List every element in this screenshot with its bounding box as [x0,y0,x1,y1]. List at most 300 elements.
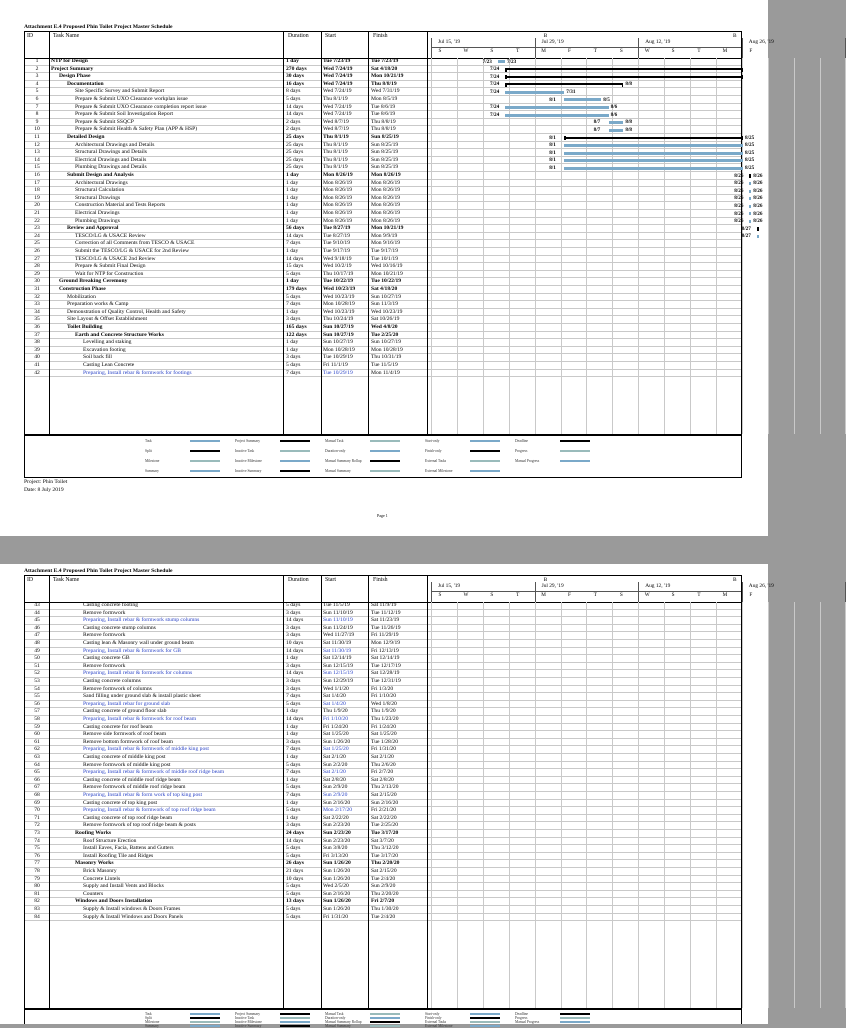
task-finish: Fri 1/31/20 [371,746,397,753]
bar-start-label: 8/1 [549,149,556,156]
task-id: 28 [34,263,40,270]
col-task-header: Task Name [53,33,80,39]
legend-swatch [370,450,400,452]
col-id-header: ID [27,577,34,583]
task-duration: 1 day [286,194,299,201]
task-bar [498,60,505,63]
timescale-day: T [593,48,597,54]
task-id: 2 [35,65,39,72]
task-id: 56 [34,700,40,707]
legend-item: Milestone [145,1020,160,1024]
task-duration: 3 days [286,624,301,631]
gantt-gridline [638,602,639,1008]
legend-item: Finish-only [425,449,442,453]
task-id: 35 [34,316,40,323]
column-divider [49,32,50,434]
gantt-gridline [586,602,587,1008]
task-finish: Wed 10/16/19 [371,263,403,270]
legend-swatch [560,450,590,452]
task-duration: 21 days [286,868,304,874]
task-start: Thu 8/1/19 [323,96,348,102]
task-id: 37 [34,331,40,338]
legend-swatch [470,1021,500,1023]
bar-start-label: 8/26 [734,180,744,187]
task-id: 65 [34,769,40,776]
task-name: Casting concrete GB [83,655,130,662]
task-finish: Mon 8/26/19 [371,187,401,194]
task-finish: Wed 10/23/19 [371,308,403,315]
task-id: 15 [34,164,40,171]
task-name: Remove formwork of middle king post [83,761,171,768]
legend-item: Inactive Task [235,1016,255,1020]
table-row [25,891,741,899]
table-row [25,648,741,656]
table-row [25,754,741,762]
task-name: TESCO/LG & USACE Review [75,232,146,239]
task-start: Tue 7/23/19 [323,58,351,64]
bar-start-label: 7/24 [490,88,500,95]
gantt-gridline [768,58,769,434]
timescale-week-divider [742,38,743,58]
task-finish: Sun 8/25/19 [371,134,399,140]
task-duration: 8 days [286,88,301,95]
task-duration: 15 days [286,263,304,270]
summary-cap [505,75,507,79]
legend-item: Manual Summary [325,469,351,473]
summary-cap [750,174,752,178]
legend-item: Deadline [515,1012,528,1016]
task-name: Install Roofing Tile and Ridges [83,852,154,859]
summary-cap [742,136,744,140]
task-finish: Fri 11/29/19 [371,632,399,639]
table-row [25,187,744,195]
table-row [25,126,741,134]
summary-cap [505,83,507,87]
task-name: Supply & Install Windows and Doors Panels [83,913,184,920]
table-row [25,339,741,347]
task-id: 41 [34,362,40,368]
task-start: Sun 10/27/19 [323,331,354,338]
task-bar [757,235,759,238]
task-finish: Sat 2/1/20 [371,754,394,760]
timescale-day: S [490,48,494,54]
task-bar [609,129,624,132]
table-row [25,602,741,610]
task-duration: 14 days [286,647,304,654]
task-id: 8 [35,111,39,118]
task-finish: Thu 2/20/20 [371,890,399,897]
timescale-week-label: Jul 29, '19 [541,583,564,589]
task-name: Electrical Drawings [75,210,120,216]
task-name: Structural Drawings [75,194,121,201]
task-finish: Tue 12/17/19 [371,662,401,669]
legend-item: Task [145,1012,152,1016]
task-start: Sun 1/26/20 [323,738,351,745]
gantt-gridline [794,602,795,1008]
legend-item: Manual Task [325,1012,344,1016]
task-id: 18 [34,187,40,194]
task-name: Submit Design and Analysis [67,172,134,178]
task-duration: 56 days [286,225,304,232]
task-bar [505,91,564,94]
task-name: Casting concrete of top roof ridge beam [83,814,173,821]
task-duration: 1 day [286,346,299,353]
table-row [25,860,741,868]
task-finish: Tue 10/1/19 [371,255,398,262]
task-finish: Mon 8/26/19 [371,194,401,201]
task-id: 42 [34,369,40,376]
table-row [25,104,741,112]
task-id: 17 [34,179,40,186]
task-bar [564,159,743,162]
task-finish: Mon 8/26/19 [371,202,401,209]
task-finish: Tue 11/26/19 [371,624,401,631]
legend-swatch [560,1013,590,1015]
task-finish: Sat 2/15/20 [371,792,397,798]
summary-cap [505,68,507,72]
task-finish: Mon 10/28/19 [371,346,403,353]
table-row [25,263,741,271]
task-name: Prepare & Submit Soil Investigation Report [75,111,174,118]
timescale-day: S [671,592,675,598]
task-finish: Tue 8/6/19 [371,103,396,110]
task-id: 26 [34,248,40,254]
task-id: 38 [34,339,40,346]
table-row [25,906,741,914]
legend-item: Manual Summary Rollup [325,459,362,463]
legend-item: External Tasks [425,459,447,463]
task-bar [505,114,609,117]
table-row [25,96,741,104]
bar-start-label: 7/23 [482,58,492,65]
task-start: Sun 2/16/20 [323,799,351,806]
project-name: Project: Phin Toilet [24,479,68,485]
task-duration: 1 day [286,754,299,760]
task-name: Prepare & Submit SSQCP [75,118,134,125]
task-duration: 14 days [286,103,304,110]
task-finish: Fri 1/3/20 [371,685,394,692]
legend-swatch [560,460,590,462]
col-duration-header: Duration [288,33,309,39]
task-duration: 10 days [286,875,304,882]
task-id: 68 [34,792,40,798]
task-bar [505,106,609,109]
task-duration: 5 days [286,700,301,707]
task-id: 31 [34,286,40,292]
task-duration: 5 days [286,270,301,277]
gantt-gridline [794,58,795,434]
task-id: 53 [34,678,40,684]
task-duration: 1 day [286,799,299,806]
table-header [25,32,774,59]
task-duration: 1 day [286,187,299,194]
task-finish: Tue 11/5/19 [371,362,398,368]
task-finish: Thu 2/13/20 [371,784,399,791]
task-finish: Mon 10/21/19 [371,73,404,80]
task-name: Plumbing Drawings [75,217,120,224]
timescale-day: W [463,592,469,598]
task-name: Remove bottom formwork of roof beam [83,738,173,745]
summary-bar [505,68,743,70]
task-name: Preparing, Install rebar & formwork for GB [83,647,182,654]
task-finish: Sun 10/27/19 [371,339,401,346]
table-row [25,210,744,218]
timescale-week-divider [535,38,536,58]
task-start: Wed 7/24/19 [323,73,353,80]
legend-swatch [280,1017,310,1019]
timescale-day: S [438,48,442,54]
table-row [25,838,741,846]
task-finish: Thu 2/6/20 [371,761,396,768]
task-name: Remove formwork [83,609,126,616]
task-name: Install Eaves, Facia, Battens and Gutters [83,845,174,852]
task-id: 27 [34,255,40,262]
task-duration: 14 days [286,232,304,239]
task-finish: Sat 4/18/20 [371,65,398,72]
table-row [25,693,741,701]
legend-item: Summary [145,469,159,473]
legend-swatch [280,440,310,442]
task-name: Preparation works & Camp [67,301,129,308]
table-row [25,883,741,891]
gantt-gridline [716,602,717,1008]
gantt-gridline [457,58,458,434]
legend-item: Milestone [145,459,160,463]
task-finish: Wed 4/8/20 [371,324,398,330]
legend-item: Manual Progress [515,1020,540,1024]
legend-swatch [470,450,500,452]
task-finish: Fri 1/24/20 [371,723,397,730]
table-row [25,853,741,861]
task-start: Thu 10/24/19 [323,316,354,323]
task-id: 21 [34,210,40,216]
task-id: 71 [34,814,40,821]
task-finish: Mon 11/4/19 [371,369,400,376]
table-row [25,194,744,203]
task-id: 50 [34,655,40,662]
task-name: Levelling and staking [83,339,132,346]
legend-item: Progress [515,1016,528,1020]
legend-swatch [190,1017,220,1019]
task-id: 6 [35,96,39,102]
task-duration: 5 days [286,761,301,768]
task-duration: 25 days [286,149,304,156]
table-row [25,301,741,309]
task-name: Remove formwork of top roof ridge beam & posts [83,822,196,829]
task-start: Wed 10/2/19 [323,263,352,270]
task-duration: 10 days [286,640,304,646]
task-name: Prepare & Submit Health & Safety Plan (APP & HSP) [75,126,198,133]
task-finish: Thu 10/31/19 [371,354,402,361]
task-start: Wed 10/23/19 [323,293,355,300]
task-bar [749,197,751,200]
task-name: Casting concrete of ground floor slab [83,708,167,715]
task-id: 45 [34,617,40,624]
task-duration: 14 days [286,111,304,118]
task-finish: Wed 1/8/20 [371,700,397,707]
task-finish: Sat 12/28/19 [371,670,400,677]
bar-start-label: 8/1 [549,157,556,164]
task-id: 43 [34,602,40,608]
task-start: Sun 10/27/19 [323,339,353,346]
task-duration: 1 day [286,776,299,783]
task-id: 61 [34,738,40,745]
summary-bar [505,76,743,78]
bar-start-label: 8/26 [734,202,744,209]
bar-finish-label: 8/6 [610,111,618,118]
task-name: Prepare & Submit UXO Clearance completion report issue [75,103,207,110]
task-start: Wed 10/23/19 [323,286,356,292]
task-bar [564,167,743,170]
gantt-gridline [431,58,432,434]
table-row [25,347,741,355]
task-start: Mon 2/17/20 [323,807,353,814]
task-finish: Tue 2/4/20 [371,875,396,882]
task-name: Submit the TESCO/LG & USACE for 2nd Review [75,248,190,254]
timescale-divider [431,47,741,48]
col-start-header: Start [325,577,336,583]
task-start: Sun 2/23/20 [323,822,351,829]
col-task-header: Task Name [53,577,80,583]
task-name: Remove formwork [83,632,126,639]
task-name: Preparing, Install rebar & formwork of middle roof ridge beam [83,769,225,776]
task-duration: 7 days [286,369,301,376]
task-start: Wed 8/7/19 [323,118,349,125]
task-id: 12 [34,141,40,148]
timescale-week-divider [431,582,432,602]
task-start: Sat 11/30/19 [323,647,352,654]
task-start: Sun 1/26/20 [323,868,351,874]
task-duration: 1 day [286,308,299,315]
column-divider [283,576,284,1008]
bar-start-label: 7/24 [490,66,500,73]
task-name: Windows and Doors Installation [75,898,153,905]
legend-item: Project Summary [235,1012,261,1016]
timescale-day: F [568,592,571,598]
task-duration: 179 days [286,286,307,292]
timescale-week-label: Jul 15, '19 [438,583,461,589]
task-name: Casting concrete of top king post [83,799,158,806]
table-row [25,807,741,815]
task-id: 34 [34,308,40,315]
summary-cap [742,68,744,72]
task-start: Sun 2/16/20 [323,890,351,897]
task-duration: 5 days [286,362,301,368]
task-start: Sun 12/15/19 [323,662,353,669]
timescale-week-label: Aug 12, '19 [645,583,671,589]
task-id: 16 [34,172,40,178]
task-id: 82 [34,898,40,905]
task-finish: Sun 8/25/19 [371,149,399,156]
task-finish: Sat 1/25/20 [371,731,397,738]
bar-start-label: 8/1 [549,96,556,103]
task-start: Tue 11/5/19 [323,602,350,608]
table-row [25,716,741,724]
task-id: 66 [34,776,40,783]
task-start: Sun 2/9/20 [323,784,348,791]
task-duration: 14 days [286,617,304,624]
bar-finish-label: 8/25 [745,149,755,156]
legend-swatch [280,1025,310,1027]
legend-item: Inactive Summary [235,469,262,473]
legend-swatch [470,470,500,472]
task-id: 83 [34,906,40,912]
timescale-day: W [463,48,469,54]
task-start: Tue 8/27/19 [323,225,351,232]
table-row [25,898,741,906]
legend-2 [24,1009,742,1028]
task-start: Wed 7/24/19 [323,103,352,110]
task-name: Prepare & Submit UXO Clearance workplan issue [75,96,188,102]
timescale-week-divider [431,38,432,58]
task-duration: 5 days [286,852,301,859]
task-duration: 165 days [286,324,307,330]
timescale-day: F [749,592,753,598]
task-name: Casting concrete of middle king post [83,754,166,760]
timescale-day: T [516,592,520,598]
summary-cap [622,83,624,87]
timescale-day: S [438,592,442,598]
task-duration: 7 days [286,746,301,753]
legend-item: Task [145,439,152,443]
legend-item: Manual Task [325,439,344,443]
task-id: 77 [34,860,40,867]
task-id: 48 [34,640,40,646]
task-duration: 3 days [286,609,301,616]
task-start: Thu 8/1/19 [323,156,348,163]
table-row [25,111,741,119]
task-start: Sun 10/27/19 [323,324,354,330]
table-row [25,278,741,286]
task-start: Sat 11/30/19 [323,640,352,646]
gantt-gridline [690,602,691,1008]
table-row [25,362,741,370]
legend-swatch [560,1021,590,1023]
task-start: Sun 1/26/20 [323,906,351,912]
table-row [25,286,741,294]
page-number: Page 1 [377,513,388,518]
task-start: Sun 1/26/20 [323,860,351,867]
bar-finish-label: 8/26 [753,172,763,179]
task-name: Preparing, Install rebar & formwork for footings [83,369,192,376]
task-name: Documentation [67,80,104,87]
legend-item: Summary [145,1024,159,1028]
task-name: Project Summary [51,65,94,72]
task-start: Mon 10/28/19 [323,301,355,308]
column-divider [321,576,322,1008]
task-id: 9 [35,118,39,125]
task-name: Casting lean & Masonry wall under ground beam [83,640,194,646]
task-duration: 3 days [286,316,301,323]
timescale-day: F [568,48,571,54]
legend-item: Manual Summary Rollup [325,1020,362,1024]
legend-item: Duration-only [325,1016,346,1020]
task-id: 11 [34,134,40,140]
task-duration: 16 days [286,80,304,87]
task-start: Sun 1/26/20 [323,898,351,905]
legend-item: Inactive Summary [235,1024,262,1028]
task-duration: 5 days [286,807,301,814]
table-row [25,271,741,279]
task-name: Structural Drawings and Details [75,149,147,156]
schedule-table [24,31,774,435]
task-id: 24 [34,232,40,239]
task-duration: 5 days [286,293,301,300]
bar-start-label: 8/27 [741,233,751,240]
timescale-week-label: Aug 26, '19 [748,583,774,589]
task-name: Wait for NTP for Construction [75,270,144,277]
task-id: 51 [34,662,40,669]
